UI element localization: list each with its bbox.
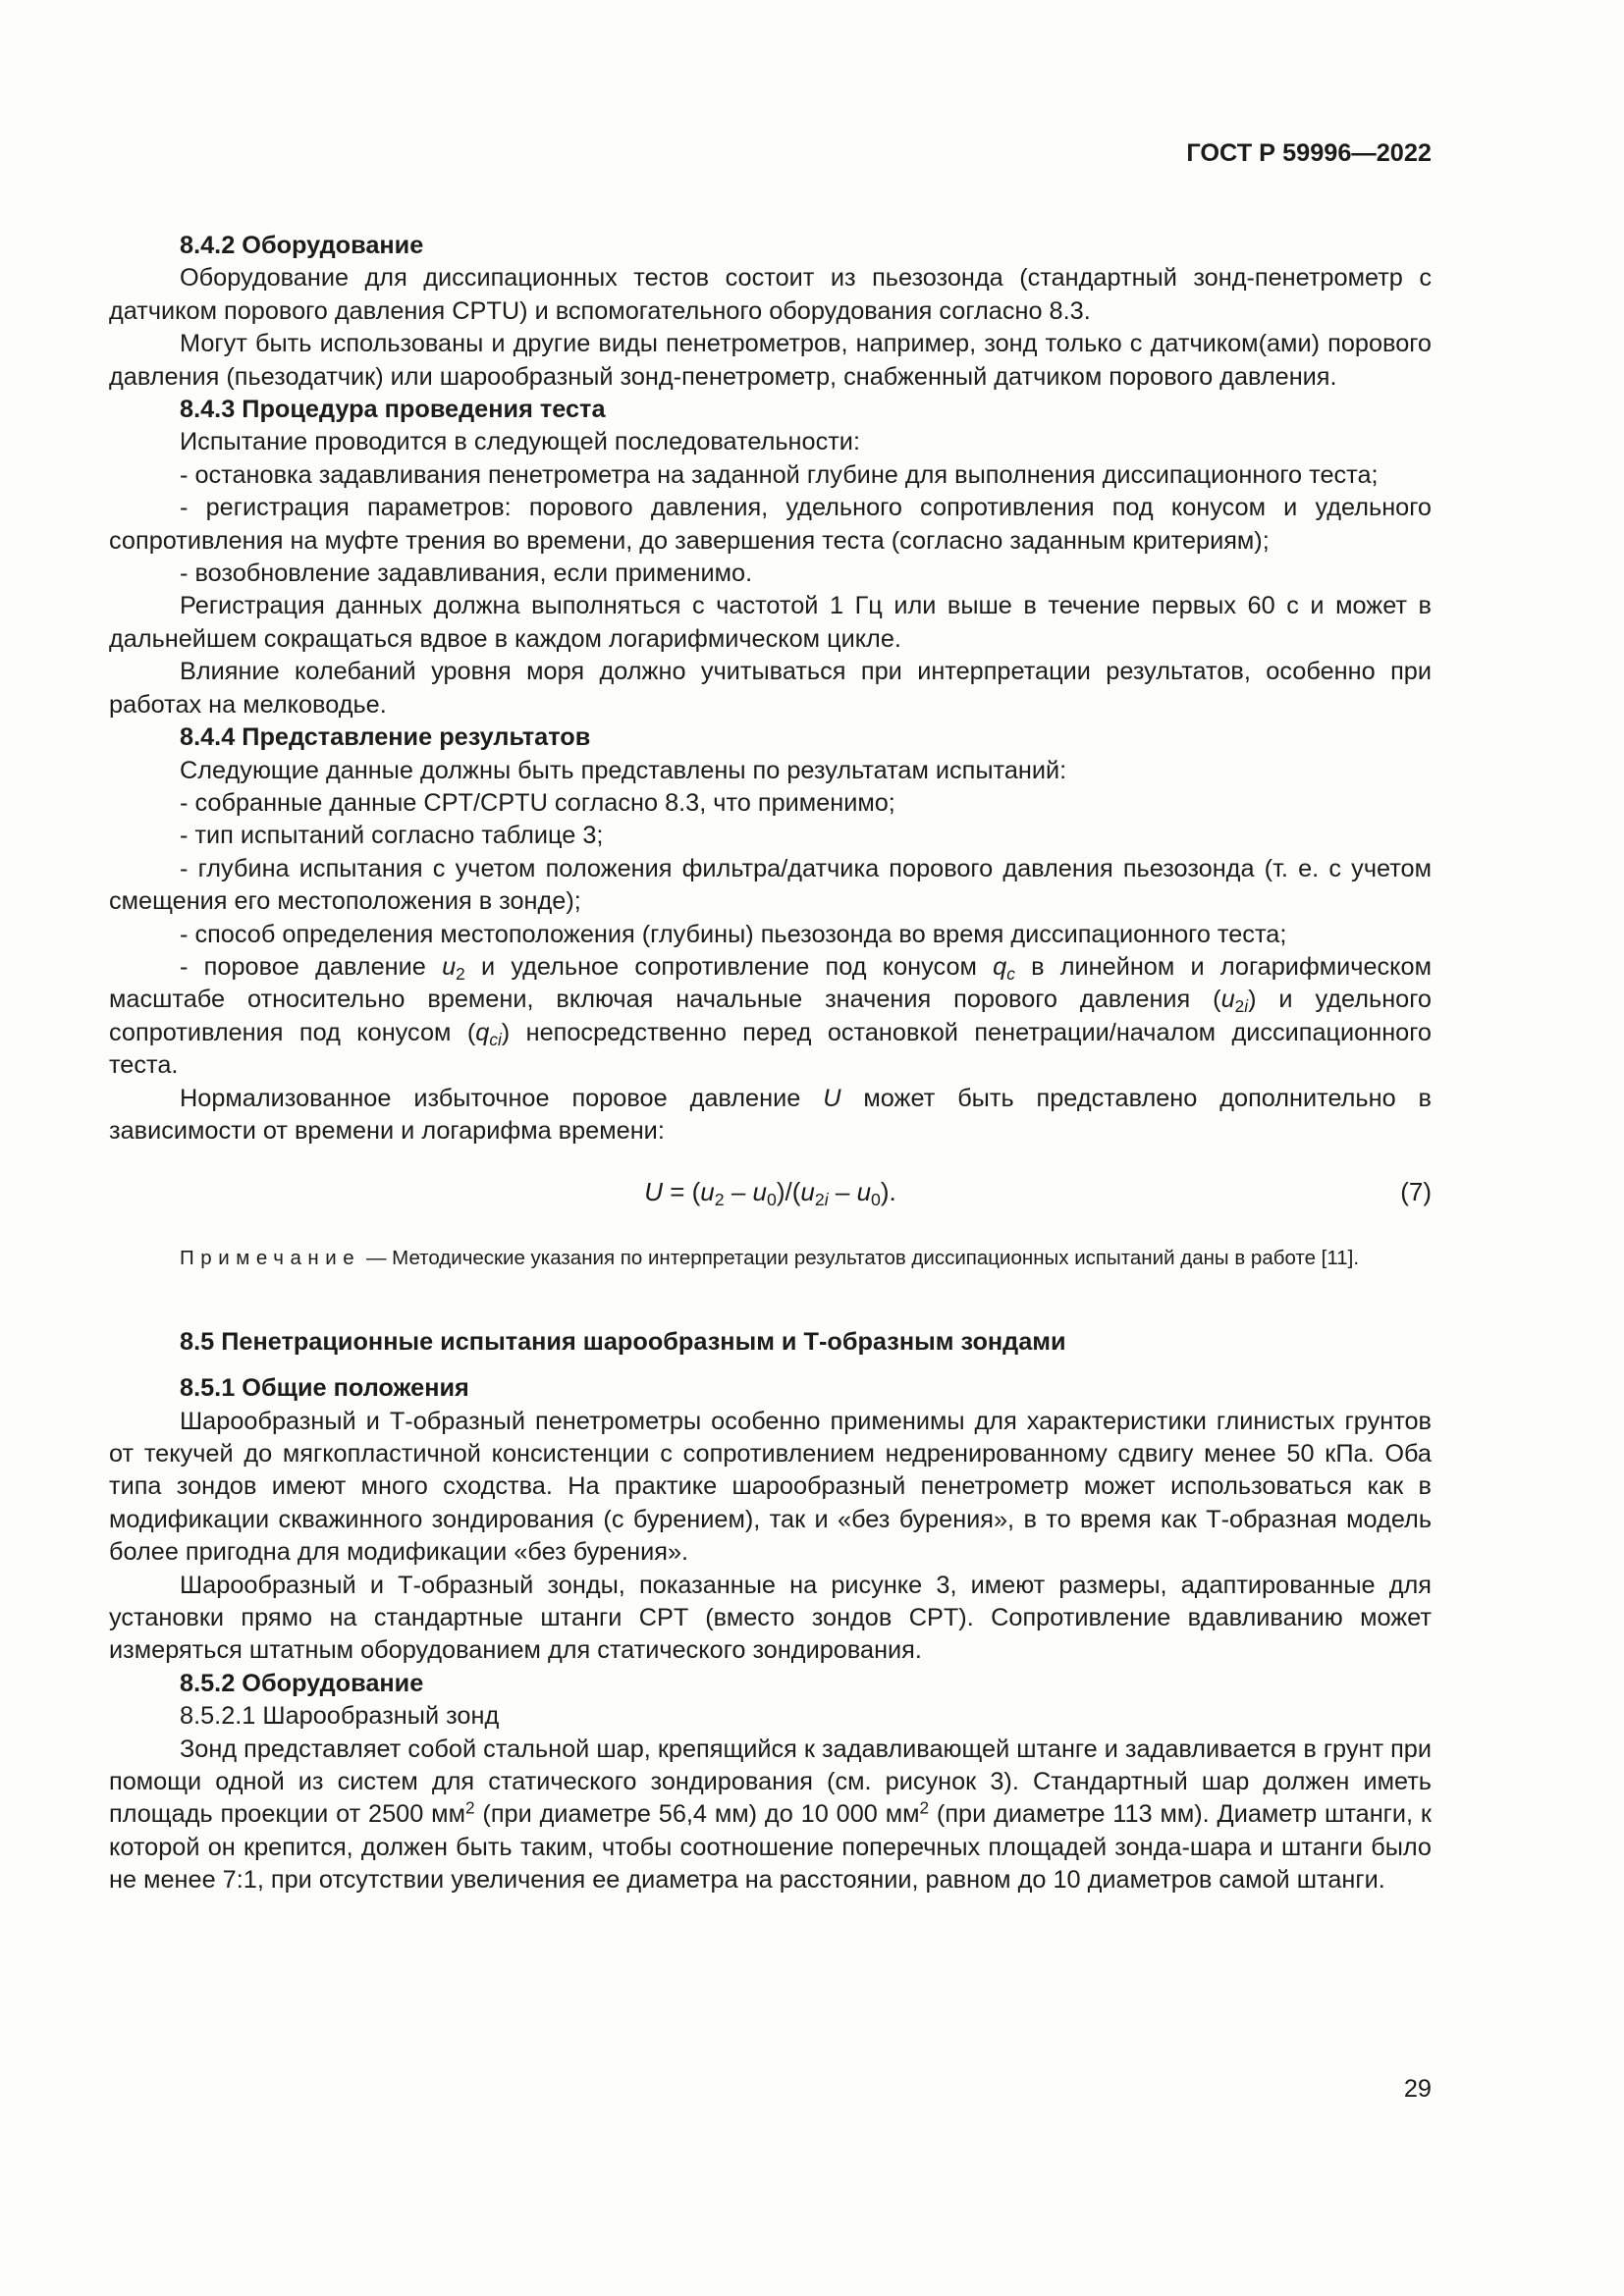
- text-segment: q: [993, 952, 1007, 981]
- text-segment: 8.4.3 Процедура проведения теста: [180, 396, 606, 424]
- document-paragraph: [109, 590, 1432, 656]
- document-content: [0, 230, 1624, 1897]
- text-segment: 2: [464, 1797, 475, 1818]
- document-heading: [109, 721, 1432, 754]
- document-paragraph: [109, 1734, 1432, 1897]
- text-segment: 8.5 Пенетрационные испытания шарообразным и Т-образным зондами: [180, 1327, 1066, 1356]
- text-segment: Шарообразный и Т-образный зонды, показанные на рисунке 3, имеют размеры, адаптированные для установки прямо на стандартные штанги CPT (вместо зондов CPT). Сопротивление вдавливанию может измеряться штатным оборудованием для статического зондирования.: [109, 1571, 1432, 1665]
- page-header: [0, 0, 1624, 166]
- text-segment: c: [1006, 963, 1015, 984]
- text-segment: 0: [871, 1190, 881, 1210]
- text-segment: 8.5.2 Оборудование: [180, 1669, 424, 1697]
- text-segment: Шарообразный и Т-образный пенетрометры особенно применимы для характеристики глинистых грунтов от текучей до мягкопластичной консистенции с сопротивлением недренированному сдвигу менее 50 кПа. Оба типа зондов имеют много сходства. На практике шарообразный пенетрометр может использоваться как в модификации скважинного зондирования (с бурением), так и «без бурения», в то время как Т-образная модель более пригодна для модификации «без бурения».: [109, 1407, 1432, 1567]
- document-heading: [109, 1668, 1432, 1700]
- document-paragraph: [109, 1083, 1432, 1148]
- text-segment: - регистрация параметров: порового давления, удельного сопротивления под конусом и удельного сопротивления на муфте трения во времени, до завершения теста (согласно заданным критериям);: [109, 494, 1432, 555]
- document-paragraph: [109, 1570, 1432, 1668]
- text-segment: u: [752, 1177, 767, 1207]
- text-segment: 2: [1234, 996, 1245, 1017]
- text-segment: = (: [663, 1177, 701, 1207]
- text-segment: Следующие данные должны быть представлены по результатам испытаний:: [180, 756, 1067, 784]
- document-paragraph: [109, 1406, 1432, 1570]
- text-segment: 8.5.2.1 Шарообразный зонд: [180, 1702, 500, 1731]
- text-segment: ) непосредственно перед остановкой пенетрации/началом диссипационного теста.: [109, 1018, 1432, 1080]
- document-paragraph: [109, 853, 1432, 919]
- document-paragraph: [109, 919, 1432, 951]
- document-paragraph: [109, 492, 1432, 558]
- document-heading: [109, 394, 1432, 426]
- text-segment: Влияние колебаний уровня моря должно учитываться при интерпретации результатов, особенно при работах на мелководье.: [109, 658, 1432, 719]
- text-segment: Испытание проводится в следующей последовательности:: [180, 428, 860, 456]
- text-segment: — Методические указания по интерпретации результатов диссипационных испытаний даны в работе [11].: [360, 1246, 1360, 1269]
- document-heading: [109, 1372, 1432, 1405]
- text-segment: )/(: [776, 1177, 801, 1207]
- text-segment: U: [644, 1177, 663, 1207]
- document-code: ГОСТ Р 59996—2022: [1186, 139, 1432, 167]
- document-heading: [109, 230, 1432, 262]
- text-segment: ).: [880, 1177, 896, 1207]
- text-segment: Зонд представляет собой стальной шар, крепящийся к задавливающей штанге и задавливается в грунт при помощи одной из систем для статического зондирования (см. рисунок 3). Стандартный шар должен иметь площадь проекции от 2500 мм: [109, 1735, 1432, 1829]
- text-segment: 2: [919, 1797, 930, 1818]
- text-segment: Нормализованное избыточное поровое давление: [180, 1084, 824, 1112]
- document-paragraph: [109, 558, 1432, 590]
- text-segment: может быть представлено дополнительно в зависимости от времени и логарифма времени:: [109, 1084, 1432, 1145]
- text-segment: Регистрация данных должна выполняться с частотой 1 Гц или выше в течение первых 60 с и может в дальнейшем сокращаться вдвое в каждом логарифмическом цикле.: [109, 592, 1432, 653]
- formula-number: (7): [1400, 1177, 1432, 1207]
- text-segment: –: [724, 1177, 753, 1207]
- document-paragraph: [109, 656, 1432, 721]
- text-segment: q: [475, 1018, 490, 1046]
- document-note: [109, 1246, 1432, 1271]
- document-paragraph: [109, 820, 1432, 852]
- document-paragraph: [109, 426, 1432, 458]
- document-paragraph: [109, 951, 1432, 1083]
- page-number: 29: [1403, 2075, 1432, 2103]
- text-segment: 2: [456, 963, 465, 984]
- document-formula: [109, 1176, 1432, 1208]
- text-segment: - глубина испытания с учетом положения фильтра/датчика порового давления пьезозонда (т. е. с учетом смещения его местоположения в зонде);: [109, 854, 1432, 916]
- text-segment: u: [1220, 986, 1235, 1014]
- document-paragraph: [109, 459, 1432, 492]
- text-segment: 2: [814, 1190, 825, 1210]
- text-segment: - собранные данные CPT/CPTU согласно 8.3, что применимо;: [180, 788, 895, 817]
- text-segment: ) и удельного сопротивления под конусом (: [109, 986, 1432, 1046]
- document-section-heading: [109, 1326, 1432, 1359]
- text-segment: u: [800, 1177, 815, 1207]
- text-segment: 8.4.4 Представление результатов: [180, 723, 591, 752]
- document-paragraph: [109, 262, 1432, 328]
- text-segment: - остановка задавливания пенетрометра на заданной глубине для выполнения диссипационного теста;: [180, 460, 1379, 489]
- text-segment: 0: [767, 1190, 777, 1210]
- text-segment: в линейном и логарифмическом масштабе относительно времени, включая начальные значения порового давления (: [109, 952, 1432, 1014]
- document-paragraph: [109, 755, 1432, 787]
- text-segment: (при диаметре 56,4 мм) до 10 000 мм: [474, 1800, 920, 1829]
- text-segment: u: [442, 952, 457, 981]
- text-segment: - поровое давление: [180, 952, 443, 981]
- text-segment: - способ определения местоположения (глубины) пьезозонда во время диссипационного теста;: [180, 920, 1287, 948]
- text-segment: - возобновление задавливания, если применимо.: [180, 560, 753, 588]
- text-segment: u: [700, 1177, 715, 1207]
- text-segment: Оборудование для диссипационных тестов состоит из пьезозонда (стандартный зонд-пенетрометр с датчиком порового давления CPTU) и вспомогательного оборудования согласно 8.3.: [109, 264, 1432, 325]
- text-segment: 8.5.1 Общие положения: [180, 1374, 469, 1403]
- text-segment: u: [856, 1177, 872, 1207]
- text-segment: –: [828, 1177, 857, 1207]
- text-segment: 8.4.2 Оборудование: [180, 232, 424, 259]
- text-segment: - тип испытаний согласно таблице 3;: [180, 822, 604, 850]
- text-segment: и удельное сопротивление под конусом: [464, 952, 994, 981]
- text-segment: (при диаметре 113 мм). Диаметр штанги, к которой он крепится, должен быть таким, чтобы соотношение поперечных площадей зонда-шара и штанги было не менее 7:1, при отсутствии увеличения ее диаметра на расстоянии, равном до 10 диаметров самой штанги.: [109, 1800, 1432, 1895]
- text-segment: Примечание: [180, 1246, 361, 1269]
- text-segment: ci: [489, 1029, 502, 1049]
- text-segment: 2: [714, 1190, 725, 1210]
- document-paragraph: [109, 328, 1432, 394]
- text-segment: U: [823, 1084, 841, 1112]
- text-segment: i: [1244, 996, 1249, 1017]
- text-segment: Могут быть использованы и другие виды пенетрометров, например, зонд только с датчиком(ами) порового давления (пьезодатчик) или шарообразный зонд-пенетрометр, снабженный датчиком порового давления.: [109, 330, 1432, 391]
- document-paragraph: [109, 787, 1432, 820]
- text-segment: i: [824, 1190, 829, 1210]
- document-paragraph: [109, 1700, 1432, 1733]
